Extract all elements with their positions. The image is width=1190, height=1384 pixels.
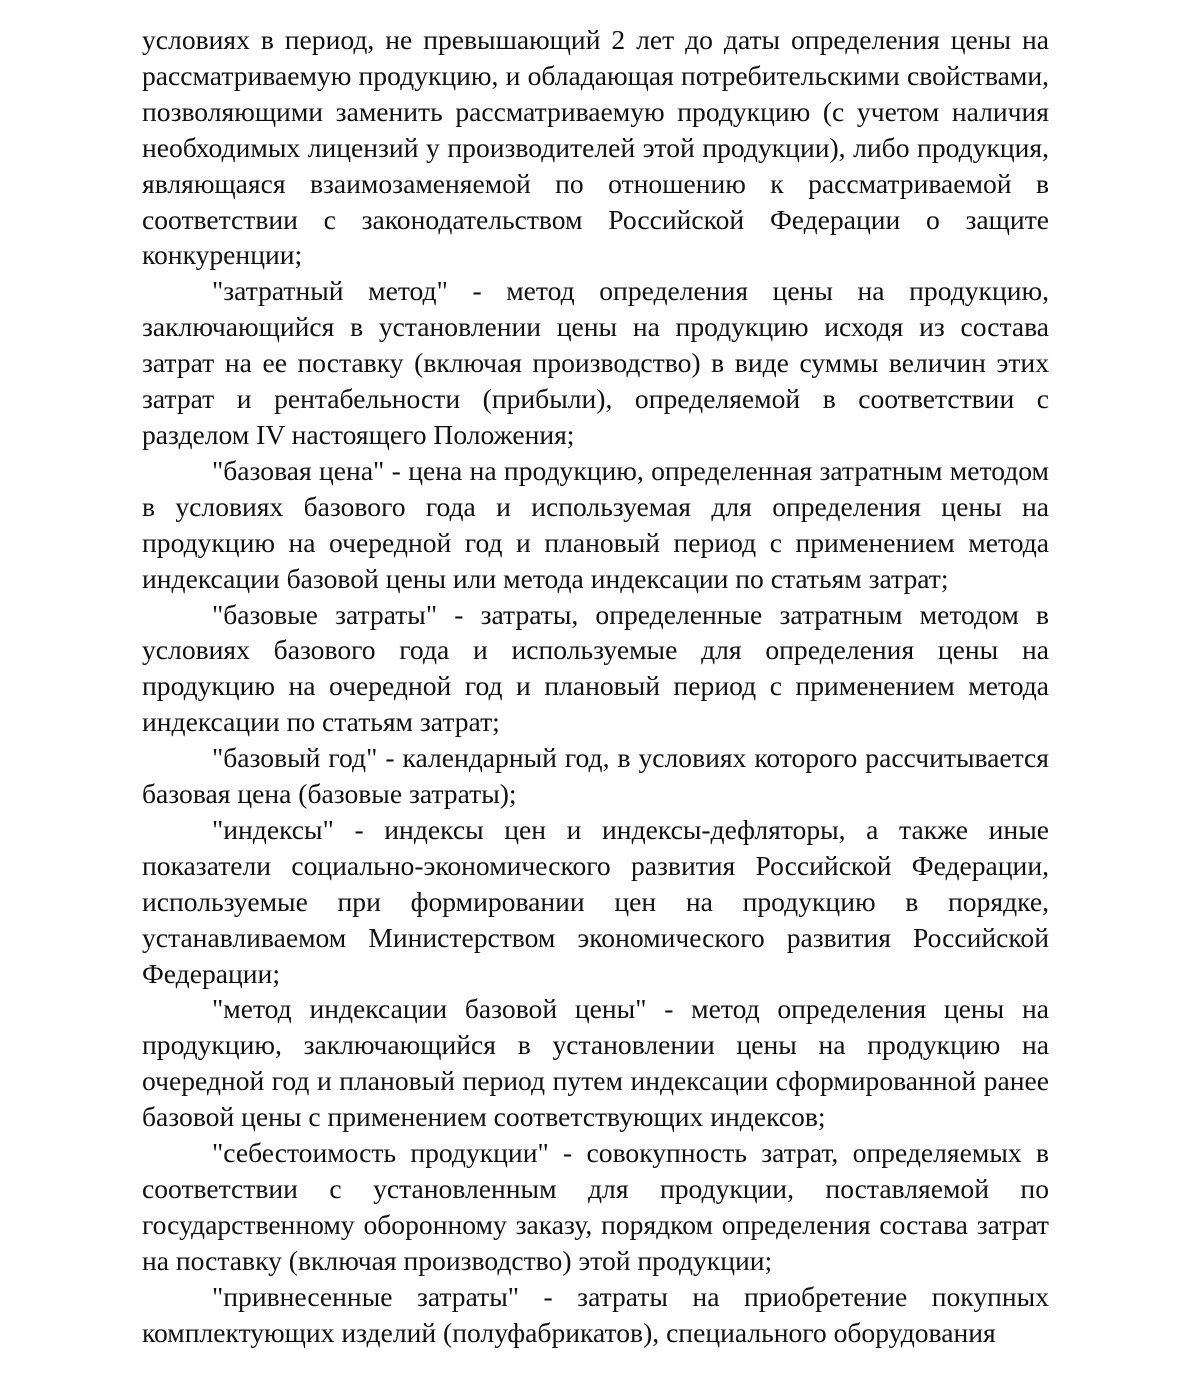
paragraph-base-year: "базовый год" - календарный год, в условиях которого рассчитывается базовая цена (базовые затраты); bbox=[142, 742, 1049, 810]
paragraph-base-costs: "базовые затраты" - затраты, определенные затратным методом в условиях базового года и используемые для определения цены на продукцию на очередной год и плановый период с применением метода индексации по статьям затрат; bbox=[142, 598, 1049, 738]
paragraph-indices: "индексы" - индексы цен и индексы-дефляторы, а также иные показатели социально-экономического развития Российской Федерации, используемые при формировании цен на продукцию в порядке, устанавливаемом Министерством экономического развития Российской Федерации; bbox=[142, 813, 1049, 989]
paragraph-base-price: "базовая цена" - цена на продукцию, определенная затратным методом в условиях базового года и используемая для определения цены на продукцию на очередной год и плановый период с применением метода индексации базовой цены или метода индексации по статьям затрат; bbox=[142, 454, 1049, 594]
paragraph-continuation: условиях в период, не превышающий 2 лет до даты определения цены на рассматриваемую продукцию, и обладающая потребительскими свойствами, позволяющими заменить рассматриваемую продукцию (с учетом наличия необходимых лицензий у производителей этой продукции), либо продукция, являющаяся взаимозаменяемой по отношению к рассматриваемой в соответствии с законодательством Российской Федерации о защите конкуренции; bbox=[142, 24, 1049, 271]
paragraph-production-cost: "себестоимость продукции" - совокупность затрат, определяемых в соответствии с установленным для продукции, поставляемой по государственному оборонному заказу, порядком определения состава затрат на поставку (включая производство) этой продукции; bbox=[142, 1137, 1049, 1276]
paragraph-introduced-costs: "привнесенные затраты" - затраты на приобретение покупных комплектующих изделий (полуфабрикатов), специального оборудования bbox=[142, 1280, 1049, 1348]
paragraph-cost-method: "затратный метод" - метод определения цены на продукцию, заключающийся в установлении цены на продукцию исходя из состава затрат на ее поставку (включая производство) в виде суммы величин этих затрат и рентабельности (прибыли), определяемой в соответствии с разделом IV настоящего Положения; bbox=[142, 275, 1049, 450]
document-body bbox=[142, 22, 1049, 1351]
paragraph-base-price-indexation-method: "метод индексации базовой цены" - метод определения цены на продукцию, заключающийся в установлении цены на продукцию на очередной год и плановый период путем индексации сформированной ранее базовой цены с применением соответствующих индексов; bbox=[142, 993, 1049, 1133]
